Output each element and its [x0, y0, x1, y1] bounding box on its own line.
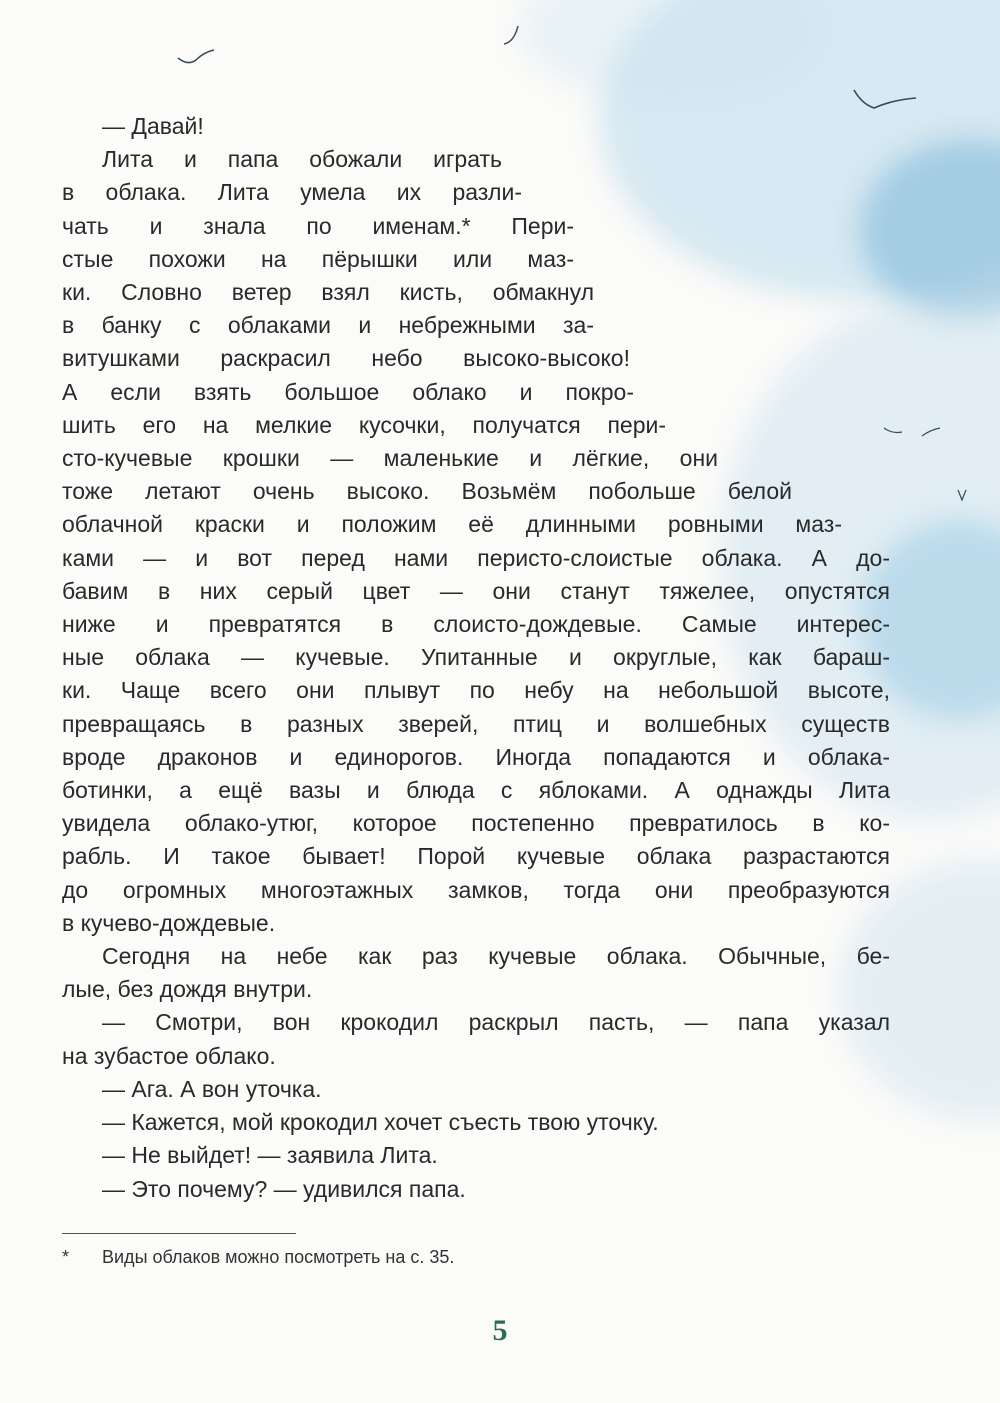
text-line: витушками раскрасил небо высоко-высоко! [62, 345, 630, 372]
text-line: шить его на мелкие кусочки, получатся пери- [62, 411, 666, 438]
footnote-mark: * [62, 1247, 70, 1267]
text-line: сто-кучевые крошки — маленькие и лёгкие, они [62, 445, 718, 472]
text-line: ками — и вот перед нами перисто-слоистые облака. А до- [62, 544, 890, 571]
text-line: А если взять большое облако и покро- [62, 378, 634, 405]
text-line: ки. Чаще всего они плывут по небу на небольшой высоте, [62, 677, 890, 704]
text-line: — Не выйдет! — заявила Лита. [102, 1142, 438, 1169]
bird-icon [956, 488, 968, 502]
text-line: рабль. И такое бывает! Порой кучевые облака разрастаются [62, 843, 890, 870]
text-line: Лита и папа обожали играть [102, 146, 502, 173]
text-line: до огромных многоэтажных замков, тогда они преобразуются [62, 876, 890, 903]
text-line: тоже летают очень высоко. Возьмём побольше белой [62, 478, 792, 505]
text-line: в облака. Лита умела их разли- [62, 179, 522, 206]
text-line: в банку с облаками и небрежными за- [62, 312, 594, 339]
text-line: в кучево-дождевые. [62, 909, 276, 936]
text-line: ниже и превратятся в слоисто-дождевые. Самые интерес- [62, 611, 890, 638]
text-line: лые, без дождя внутри. [62, 976, 313, 1003]
text-line: — Кажется, мой крокодил хочет съесть твою уточку. [102, 1109, 659, 1136]
bird-icon [176, 46, 216, 68]
footnote-text: Виды облаков можно посмотреть на с. 35. [102, 1247, 455, 1267]
page-number: 5 [492, 1314, 508, 1347]
text-line: стые похожи на пёрышки или маз- [62, 245, 574, 272]
text-line: — Ага. А вон уточка. [102, 1075, 322, 1102]
text-line: Сегодня на небе как раз кучевые облака. Обычные, бе- [102, 943, 890, 970]
footnote [62, 1247, 454, 1268]
text-line: чать и знала по именам.* Пери- [62, 212, 574, 239]
bird-icon [882, 422, 942, 440]
text-line: ки. Словно ветер взял кисть, обмакнул [62, 279, 594, 306]
text-line: — Это почему? — удивился папа. [102, 1175, 466, 1202]
bird-icon [500, 22, 526, 48]
text-line: на зубастое облако. [62, 1042, 276, 1069]
text-line: увидела облако-утюг, которое постепенно превратилось в ко- [62, 810, 890, 837]
text-line: — Давай! [102, 113, 204, 139]
body-text [62, 110, 890, 1206]
text-line: вроде драконов и единорогов. Иногда попадаются и облака- [62, 743, 890, 770]
footnote-divider [62, 1233, 296, 1234]
text-line: — Смотри, вон крокодил раскрыл пасть, — папа указал [102, 1009, 890, 1036]
text-line: облачной краски и положим её длинными ровными маз- [62, 511, 842, 538]
text-line: ные облака — кучевые. Упитанные и округлые, как бараш- [62, 644, 890, 671]
text-line: ботинки, а ещё вазы и блюда с яблоками. А однажды Лита [62, 777, 890, 804]
text-line: бавим в них серый цвет — они станут тяжелее, опустятся [62, 577, 890, 604]
text-line: превращаясь в разных зверей, птиц и волшебных существ [62, 710, 890, 737]
